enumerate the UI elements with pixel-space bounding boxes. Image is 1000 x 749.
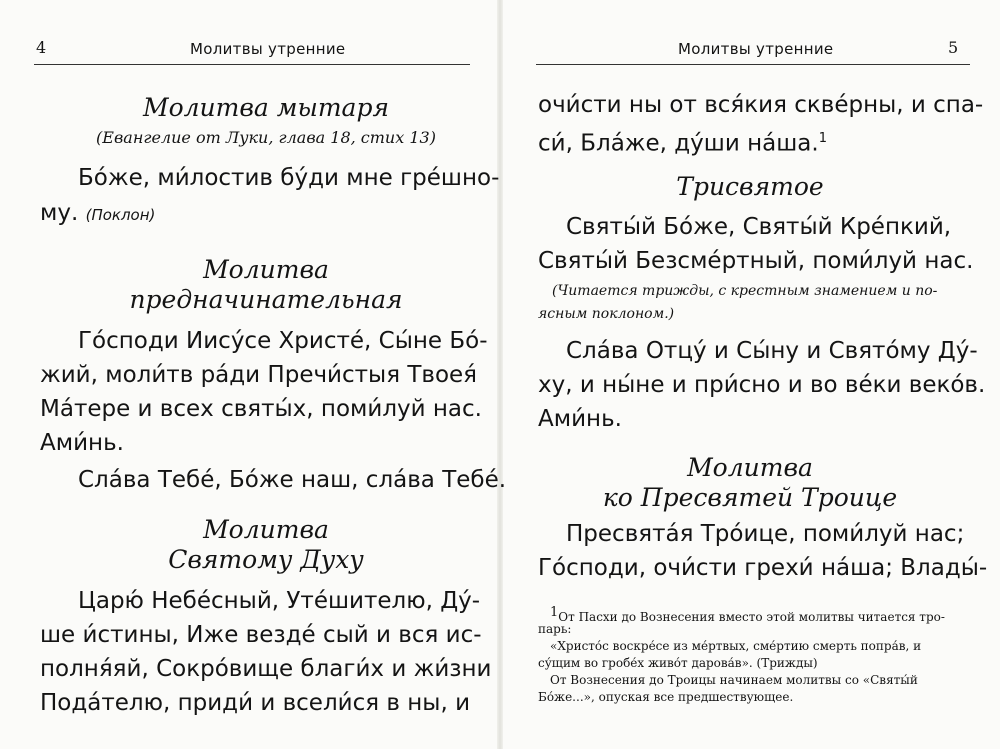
glory-line-2: ху, и ны́не и при́сно и во ве́ки веко́в.: [538, 372, 986, 398]
trinity-title-2: ко Пресвятей Троице: [602, 483, 898, 512]
trisagion-note-2: ясным поклоном.): [538, 306, 675, 322]
publican-line-2: [40, 198, 155, 230]
holy-spirit-line-3: полня́яй, Сокро́вище благи́х и жи́зни: [40, 656, 492, 682]
running-head: Молитвы утренние: [678, 40, 834, 58]
header-rule: [34, 64, 470, 65]
bow-note: (Поклон): [85, 206, 156, 224]
footnote-line-1-text: От Пасхи до Вознесения вместо этой молитвы читается тро-: [558, 610, 945, 624]
trisagion-note-1: (Читается трижды, с крестным знамением и по-: [552, 283, 938, 299]
continuation-line-2: [538, 124, 827, 159]
holy-spirit-title-1: Молитва: [203, 515, 329, 544]
glory-line-1: Сла́ва Отцу́ и Сы́ну и Свято́му Ду́-: [566, 338, 978, 364]
footnote-line-2: парь:: [538, 622, 572, 636]
publican-title: Молитва мытаря: [142, 93, 390, 122]
trinity-title-1: Молитва: [687, 453, 813, 482]
initial-line-1: Го́споди Иису́се Христе́, Сы́не Бо́-: [78, 328, 488, 354]
initial-line-4: Ами́нь.: [40, 430, 124, 456]
publican-source: (Евангелие от Луки, глава 18, стих 13): [96, 128, 436, 147]
trinity-line-2: Го́споди, очи́сти грехи́ на́ша; Влады́-: [538, 555, 988, 581]
footnote-line-1: [550, 605, 945, 624]
holy-spirit-line-4: Пода́телю, приди́ и всели́ся в ны, и: [40, 690, 471, 716]
glory-line-3: Ами́нь.: [538, 406, 622, 432]
glory-line: Сла́ва Тебе́, Бо́же наш, сла́ва Тебе́.: [78, 467, 507, 493]
holy-spirit-line-1: Царю́ Небе́сный, Уте́шителю, Ду́-: [78, 588, 481, 614]
continuation-line-2-text: си́, Бла́же, ду́ши на́ша.: [538, 130, 819, 157]
trisagion-title: Трисвятое: [676, 172, 824, 201]
page-number: 5: [948, 38, 959, 57]
trisagion-line-2: Святы́й Безсме́ртный, поми́луй нас.: [538, 248, 974, 274]
trinity-line-1: Пресвята́я Тро́ице, поми́луй нас;: [566, 521, 965, 547]
footnote-line-5: От Вознесения до Троицы начинаем молитвы со «Святы́й: [550, 673, 918, 687]
footnote-line-4: су́щим во гробе́х живо́т дарова́в». (Трижды): [538, 656, 818, 670]
initial-line-3: Ма́тере и всех святы́х, поми́луй нас.: [40, 396, 482, 422]
continuation-line-1: очи́сти ны от вся́кия скве́рны, и спа-: [538, 92, 984, 118]
page-number: 4: [36, 38, 47, 57]
initial-line-2: жий, моли́тв ра́ди Пречи́стыя Твоея́: [40, 362, 478, 388]
holy-spirit-title-2: Святому Духу: [168, 545, 364, 574]
footnote-line-3: «Христо́с воскре́се из ме́ртвых, сме́ртию смерть попра́в, и: [550, 639, 922, 653]
holy-spirit-line-2: ше и́стины, Иже везде́ сый и вся ис-: [40, 622, 482, 648]
footnote-mark: 1: [550, 605, 559, 620]
trisagion-line-1: Святы́й Бо́же, Святы́й Кре́пкий,: [566, 214, 952, 240]
publican-line-1: Бо́же, ми́лостив бу́ди мне гре́шно-: [78, 165, 500, 191]
footnote-ref: 1: [818, 131, 827, 146]
right-page: [500, 0, 1000, 749]
initial-title-1: Молитва: [203, 255, 329, 284]
header-rule: [536, 64, 970, 65]
footnote-line-6: Бо́же...», опуская все предшествующее.: [538, 690, 794, 704]
publican-line-2-text: му.: [40, 200, 79, 226]
running-head: Молитвы утренние: [190, 40, 346, 58]
initial-title-2: предначинательная: [129, 285, 403, 314]
